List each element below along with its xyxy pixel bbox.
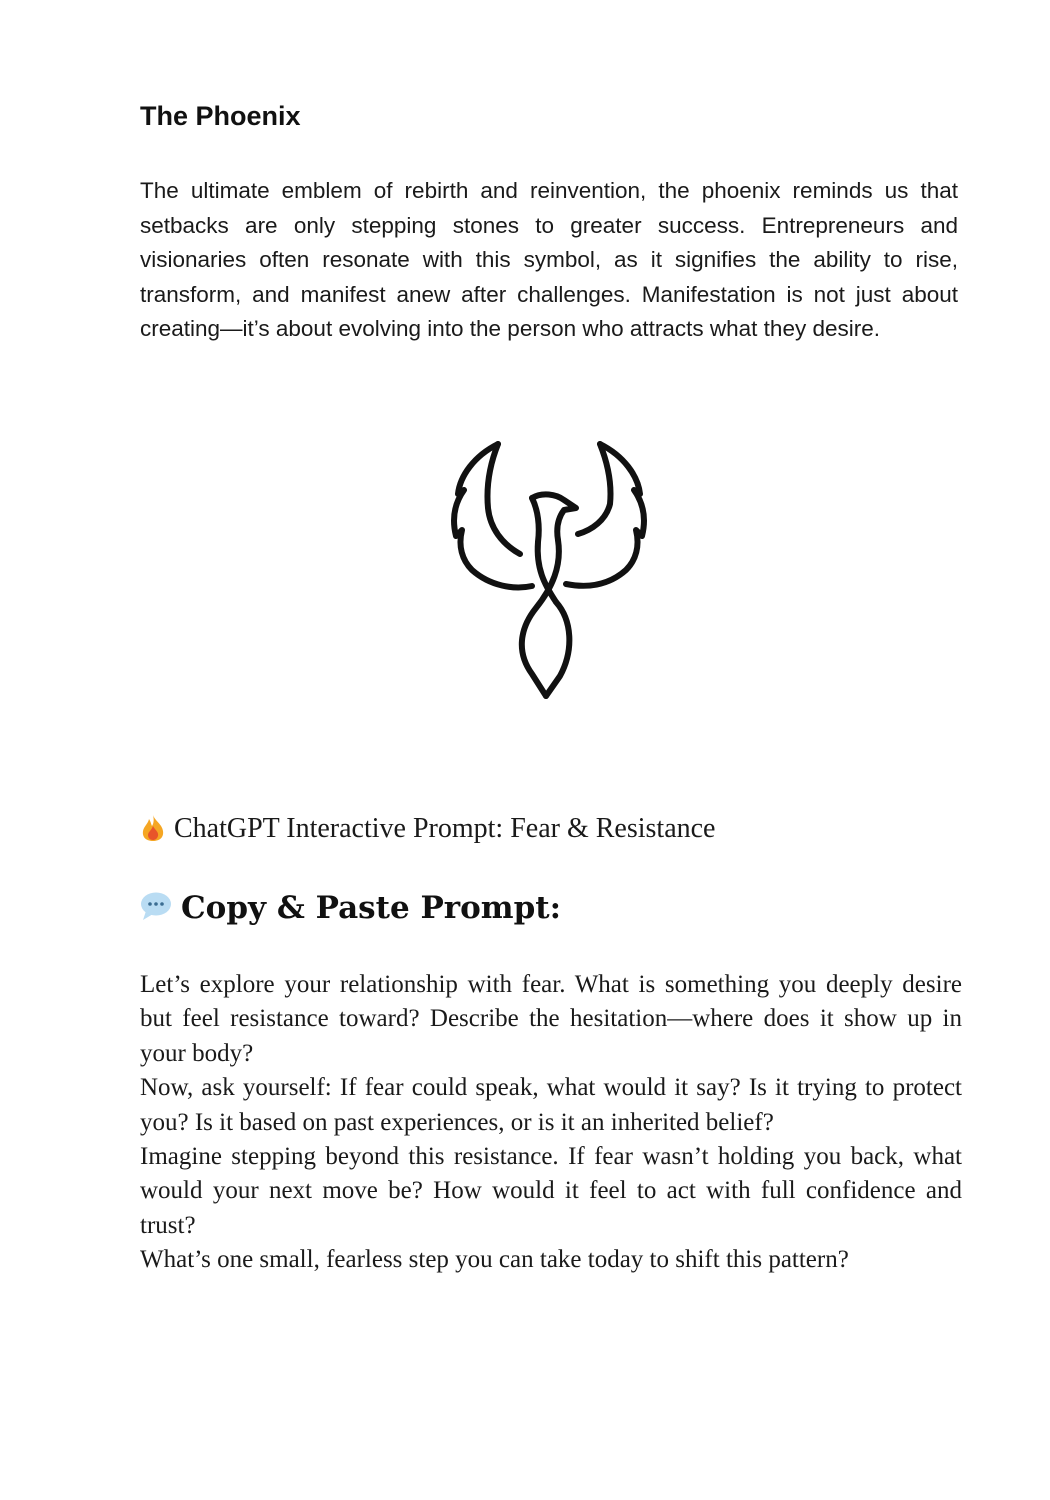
prompt-paragraph: Now, ask yourself: If fear could speak, what would it say? Is it trying to protect you? Is it based on past experiences, or is it an inherited belief? <box>140 1074 962 1136</box>
copy-paste-heading <box>140 886 561 930</box>
prompt-paragraph: What’s one small, fearless step you can take today to shift this pattern? <box>140 1246 849 1274</box>
copy-paste-heading-text: Copy & Paste Prompt: <box>181 890 562 926</box>
section-body: The ultimate emblem of rebirth and reinvention, the phoenix reminds us that setbacks are only stepping stones to greater success. Entrepreneurs and visionaries often resonate with this symbol, as it signifies the ability to rise, transform, and manifest anew after challenges. Manifestation is not just about creating—it’s about evolving into the person who attracts what they desire. <box>140 178 958 342</box>
prompt-body <box>140 968 962 1278</box>
speech-bubble-icon <box>140 889 172 919</box>
prompt-heading <box>140 811 715 847</box>
prompt-paragraph: Imagine stepping beyond this resistance. If fear wasn’t holding you back, what would your next move be? How would it feel to act with full confidence and trust? <box>140 1143 962 1239</box>
prompt-paragraph: Let’s explore your relationship with fear. What is something you deeply desire but feel resistance toward? Describe the hesitation—where does it show up in your body? <box>140 971 962 1067</box>
prompt-heading-text: ChatGPT Interactive Prompt: Fear & Resistance <box>174 813 716 844</box>
phoenix-icon <box>440 438 658 702</box>
fire-icon <box>140 814 166 842</box>
section-title: The Phoenix <box>140 101 301 131</box>
phoenix-illustration <box>440 438 658 702</box>
